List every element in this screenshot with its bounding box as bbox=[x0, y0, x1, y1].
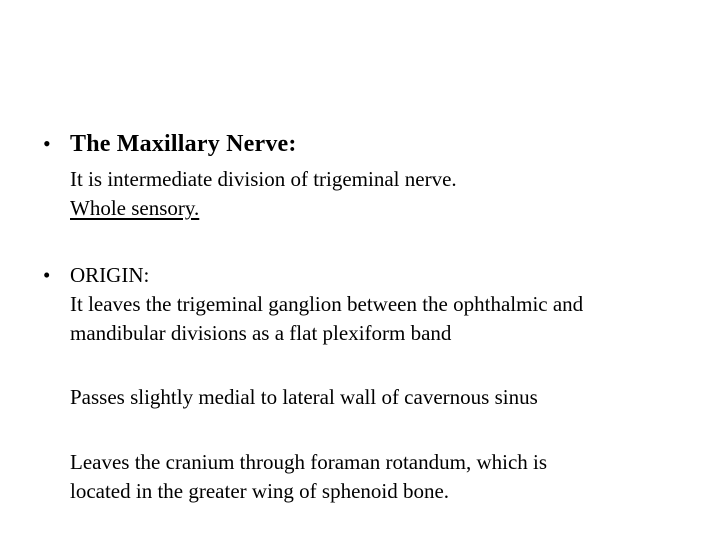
origin-line-5: located in the greater wing of sphenoid bone. bbox=[70, 479, 450, 503]
origin-heading-row bbox=[43, 261, 149, 290]
maxillary-heading: The Maxillary Nerve: bbox=[70, 131, 297, 157]
maxillary-description: It is intermediate division of trigeminal nerve. bbox=[70, 167, 457, 191]
bullet-icon: • bbox=[43, 263, 51, 287]
origin-line-1: It leaves the trigeminal ganglion between the ophthalmic and bbox=[70, 292, 584, 316]
origin-line-3: Passes slightly medial to lateral wall of cavernous sinus bbox=[70, 385, 538, 409]
origin-line-2: mandibular divisions as a flat plexiform band bbox=[70, 321, 452, 345]
bullet-icon: • bbox=[43, 131, 51, 156]
origin-line-4: Leaves the cranium through foraman rotandum, which is bbox=[70, 450, 548, 474]
maxillary-sensory-note: Whole sensory. bbox=[70, 196, 200, 220]
maxillary-heading-row bbox=[43, 131, 297, 158]
origin-heading: ORIGIN: bbox=[70, 263, 150, 287]
